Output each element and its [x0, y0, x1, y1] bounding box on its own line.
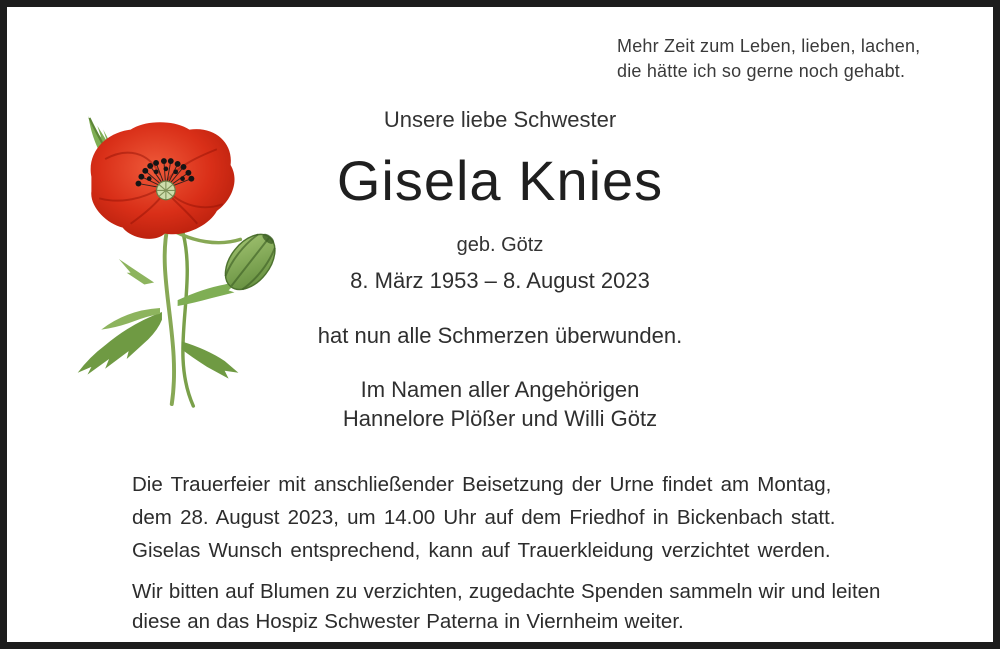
epigraph-line-2: die hätte ich so gerne noch gehabt.: [617, 61, 906, 81]
donations-paragraph: [132, 577, 880, 637]
donations-line-2: diese an das Hospiz Schwester Paterna in Viernheim weiter.: [132, 610, 684, 633]
intro-line: Unsere liebe Schwester: [383, 107, 617, 132]
family-block: [7, 375, 993, 433]
epigraph-line-1: Mehr Zeit zum Leben, lieben, lachen,: [617, 36, 921, 56]
deceased-name: Gisela Knies: [336, 149, 664, 212]
funeral-paragraph: [132, 468, 835, 567]
memorial-message: hat nun alle Schmerzen überwunden.: [317, 323, 683, 348]
funeral-line-3: Giselas Wunsch entsprechend, kann auf Trauerkleidung verzichtet werden.: [132, 539, 831, 562]
donations-line-1: Wir bitten auf Blumen zu verzichten, zugedachte Spenden sammeln wir und leiten: [132, 580, 881, 603]
epigraph: [617, 34, 920, 84]
family-names: Hannelore Plößer und Willi Götz: [342, 406, 658, 431]
funeral-line-1: Die Trauerfeier mit anschließender Beisetzung der Urne findet am Montag,: [132, 473, 832, 496]
life-dates: 8. März 1953 – 8. August 2023: [350, 268, 650, 293]
funeral-line-2: dem 28. August 2023, um 14.00 Uhr auf dem Friedhof in Bickenbach statt.: [132, 506, 836, 529]
birth-name: geb. Götz: [456, 234, 544, 256]
family-intro: Im Namen aller Angehörigen: [360, 377, 640, 402]
